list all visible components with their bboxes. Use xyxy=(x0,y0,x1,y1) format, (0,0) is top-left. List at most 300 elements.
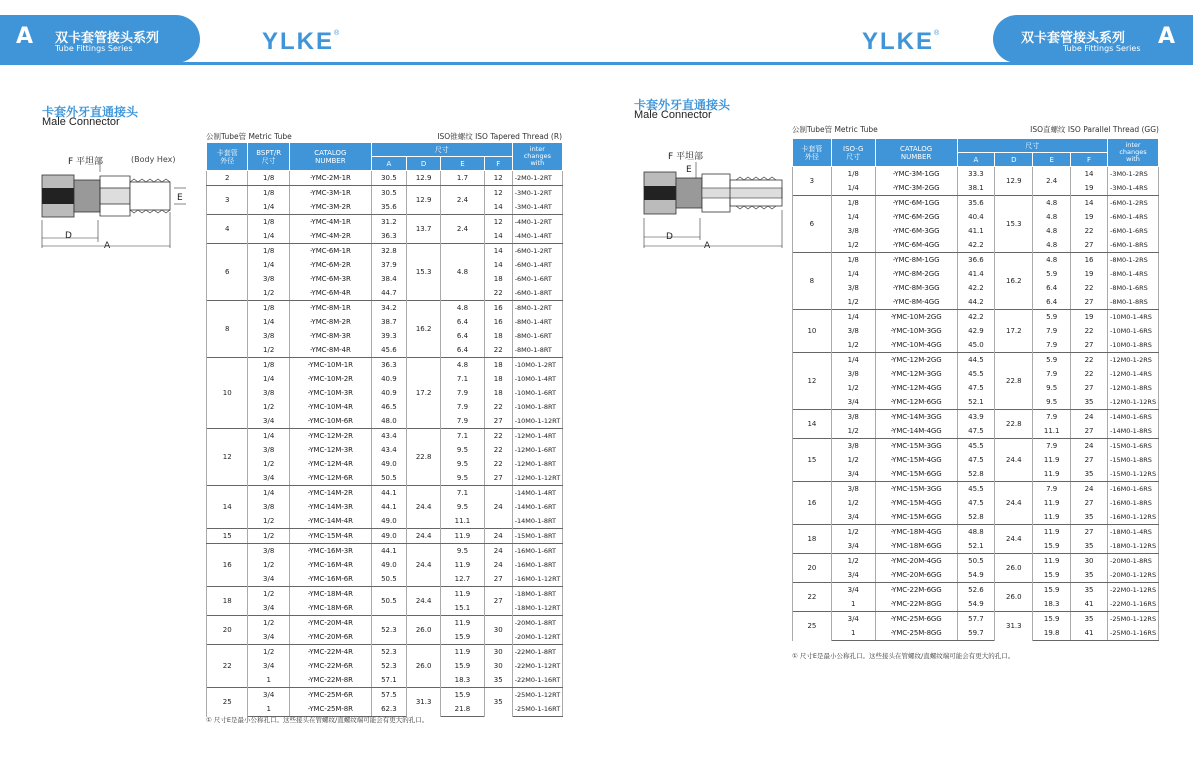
interchange-cell: -22M0-1-8RT xyxy=(512,645,562,660)
dim-f-cell: 24 xyxy=(484,486,512,529)
thread-size-cell: 1/2 xyxy=(248,400,289,414)
dim-a-cell: 49.0 xyxy=(371,514,406,529)
dim-e-cell: 11.9 xyxy=(441,587,485,602)
dim-a-cell: 59.7 xyxy=(957,626,995,641)
thread-size-cell: 3/8 xyxy=(248,500,289,514)
interchange-cell: -20M0-1-8RS xyxy=(1107,554,1158,569)
dim-e-cell: 11.9 xyxy=(1033,496,1071,510)
dim-f-cell: 19 xyxy=(1071,310,1108,325)
dim-e-cell: 9.5 xyxy=(441,471,485,486)
tube-od-cell: 3 xyxy=(793,167,832,196)
interchange-cell: -10M0-1-6RS xyxy=(1107,324,1158,338)
thread-size-cell: 1/8 xyxy=(831,196,875,211)
interchange-cell: -6M0-1-2RT xyxy=(512,244,562,259)
dim-a-cell: 40.9 xyxy=(371,386,406,400)
dim-a-cell: 54.9 xyxy=(957,568,995,583)
table-row xyxy=(793,238,1159,253)
dim-d-cell: 24.4 xyxy=(407,529,441,544)
spec-table-left xyxy=(206,142,563,717)
dim-e-cell: 9.5 xyxy=(1033,395,1071,410)
dim-d-cell: 26.0 xyxy=(995,554,1033,583)
thread-size-cell: 3/8 xyxy=(831,410,875,425)
dim-d-cell: 17.2 xyxy=(995,310,1033,353)
tube-od-cell: 2 xyxy=(207,171,248,186)
dim-a-cell: 38.4 xyxy=(371,272,406,286)
table-row xyxy=(793,568,1159,583)
catalog-number-cell: -YMC-8M-3GG xyxy=(875,281,957,295)
thread-size-cell: 1 xyxy=(831,597,875,612)
interchange-cell: -2M0-1-2RT xyxy=(512,171,562,186)
dim-e-cell: 15.9 xyxy=(441,688,485,703)
size-group xyxy=(793,196,1159,253)
catalog-number-cell: -YMC-10M-6R xyxy=(289,414,371,429)
dim-d-cell: 24.4 xyxy=(407,544,441,587)
catalog-number-cell: -YMC-18M-4R xyxy=(289,587,371,602)
dim-d-cell: 24.4 xyxy=(995,439,1033,482)
tube-od-cell: 18 xyxy=(207,587,248,616)
dim-d-cell: 12.9 xyxy=(407,186,441,215)
dim-e-cell: 4.8 xyxy=(441,358,485,373)
thread-size-cell: 1/2 xyxy=(248,645,289,660)
catalog-number-cell: -YMC-20M-4R xyxy=(289,616,371,631)
interchange-cell: -10M0-1-8RS xyxy=(1107,338,1158,353)
tube-od-cell: 14 xyxy=(207,486,248,529)
thread-size-cell: 1/2 xyxy=(831,238,875,253)
size-group xyxy=(207,244,563,301)
dim-d-label: D xyxy=(666,232,673,242)
table-row xyxy=(793,510,1159,525)
section-title-cn: 卡套外牙直通接头 xyxy=(42,105,139,119)
table-row xyxy=(207,372,563,386)
size-group xyxy=(207,529,563,544)
dim-a-cell: 44.5 xyxy=(957,353,995,368)
thread-size-cell: 1/4 xyxy=(831,210,875,224)
interchange-cell: -8M0-1-2RS xyxy=(1107,253,1158,268)
catalog-number-cell: -YMC-25M-6GG xyxy=(875,612,957,627)
table-row xyxy=(207,400,563,414)
dim-f-cell: 24 xyxy=(1071,482,1108,497)
dim-a-cell: 34.2 xyxy=(371,301,406,316)
dim-e-cell: 11.9 xyxy=(1033,453,1071,467)
table-row xyxy=(793,381,1159,395)
dim-e-cell: 15.1 xyxy=(441,601,485,616)
table-row xyxy=(793,395,1159,410)
catalog-number-cell: -YMC-3M-1GG xyxy=(875,167,957,182)
dim-f-cell: 18 xyxy=(484,372,512,386)
catalog-number-cell: -YMC-12M-4R xyxy=(289,457,371,471)
dim-f-cell: 35 xyxy=(1071,467,1108,482)
interchange-cell: -4M0-1-2RT xyxy=(512,215,562,230)
dim-d-cell: 17.2 xyxy=(407,358,441,429)
dim-e-cell: 4.8 xyxy=(1033,224,1071,238)
interchange-cell: -25M0-1-12RS xyxy=(1107,612,1158,627)
dim-a-cell: 44.1 xyxy=(371,544,406,559)
thread-size-cell: 1/4 xyxy=(831,353,875,368)
thread-size-cell: 3/8 xyxy=(831,224,875,238)
dim-e-cell: 9.5 xyxy=(441,443,485,457)
size-group xyxy=(793,439,1159,482)
interchange-cell: -3M0-1-4RT xyxy=(512,200,562,215)
dim-f-cell: 16 xyxy=(1071,253,1108,268)
dim-a-cell: 45.6 xyxy=(371,343,406,358)
thread-size-cell: 1/4 xyxy=(248,429,289,444)
dim-a-cell: 36.6 xyxy=(957,253,995,268)
dim-a-cell: 33.3 xyxy=(957,167,995,182)
dim-f-cell: 18 xyxy=(484,329,512,343)
dim-f-cell: 35 xyxy=(1071,395,1108,410)
thread-size-cell: 1/8 xyxy=(248,358,289,373)
thread-size-cell: 3/4 xyxy=(248,471,289,486)
table-row xyxy=(793,181,1159,196)
table-caption-right: ISO直螺纹 ISO Parallel Thread (GG) xyxy=(1030,125,1159,134)
table-row xyxy=(793,439,1159,454)
dim-f-cell: 35 xyxy=(484,673,512,688)
table-caption-left: 公制Tube管 Metric Tube xyxy=(206,132,292,141)
dim-e-cell: 7.9 xyxy=(1033,324,1071,338)
dim-f-cell: 27 xyxy=(1071,295,1108,310)
dim-f-cell: 14 xyxy=(1071,196,1108,211)
dim-a-cell: 37.9 xyxy=(371,258,406,272)
interchange-cell: -25M0-1-16RT xyxy=(512,702,562,717)
catalog-number-cell: -YMC-14M-3GG xyxy=(875,410,957,425)
interchange-cell: -8M0-1-6RT xyxy=(512,329,562,343)
dim-f-cell: 14 xyxy=(1071,167,1108,182)
dim-a-cell: 48.8 xyxy=(957,525,995,540)
interchange-cell: -14M0-1-4RT xyxy=(512,486,562,501)
thread-size-cell: 1/2 xyxy=(831,525,875,540)
dim-e-cell: 15.9 xyxy=(441,630,485,645)
dim-e-cell: 1.7 xyxy=(441,171,485,186)
tube-od-cell: 16 xyxy=(207,544,248,587)
interchange-cell: -18M0-1-4RS xyxy=(1107,525,1158,540)
thread-size-cell: 1/2 xyxy=(248,343,289,358)
thread-size-cell: 3/4 xyxy=(248,414,289,429)
thread-size-cell: 3/4 xyxy=(248,630,289,645)
dim-f-cell: 27 xyxy=(484,587,512,616)
thread-size-cell: 1/2 xyxy=(248,529,289,544)
table-row xyxy=(207,258,563,272)
thread-size-cell: 1/4 xyxy=(248,486,289,501)
thread-size-cell: 1/4 xyxy=(248,229,289,244)
tube-od-cell: 20 xyxy=(207,616,248,645)
dim-e-cell: 7.9 xyxy=(441,386,485,400)
dim-e-cell: 6.4 xyxy=(1033,281,1071,295)
interchange-cell: -22M0-1-16RS xyxy=(1107,597,1158,612)
thread-size-cell: 3/4 xyxy=(831,583,875,598)
dim-e-cell: 7.9 xyxy=(1033,367,1071,381)
col-dims: 尺寸 xyxy=(957,139,1107,153)
thread-size-cell: 3/8 xyxy=(831,367,875,381)
interchange-cell: -18M0-1-12RT xyxy=(512,601,562,616)
interchange-cell: -16M0-1-8RS xyxy=(1107,496,1158,510)
size-group xyxy=(793,554,1159,583)
dim-e-cell: 15.9 xyxy=(1033,612,1071,627)
dim-a-cell: 42.9 xyxy=(957,324,995,338)
dim-a-cell: 57.7 xyxy=(957,612,995,627)
dim-f-cell: 24 xyxy=(1071,410,1108,425)
tube-od-cell: 12 xyxy=(793,353,832,410)
tube-od-cell: 8 xyxy=(793,253,832,310)
dim-a-cell: 44.7 xyxy=(371,286,406,301)
table-row xyxy=(793,210,1159,224)
size-group xyxy=(207,215,563,244)
thread-size-cell: 1/2 xyxy=(831,496,875,510)
tube-od-cell: 8 xyxy=(207,301,248,358)
col-thread: ISO-G 尺寸 xyxy=(831,139,875,167)
col-f: F xyxy=(484,157,512,171)
table-row xyxy=(207,229,563,244)
table-row xyxy=(793,626,1159,641)
dim-f-cell: 22 xyxy=(484,457,512,471)
dim-f-cell: 22 xyxy=(1071,224,1108,238)
dim-a-cell: 35.6 xyxy=(957,196,995,211)
dim-f-cell: 27 xyxy=(1071,424,1108,439)
interchange-cell: -6M0-1-6RT xyxy=(512,272,562,286)
dim-e-cell: 4.8 xyxy=(441,244,485,301)
catalog-number-cell: -YMC-6M-2GG xyxy=(875,210,957,224)
dim-e-cell: 7.9 xyxy=(441,414,485,429)
table-row xyxy=(793,353,1159,368)
size-group xyxy=(207,587,563,616)
table-row xyxy=(793,310,1159,325)
dim-f-cell: 30 xyxy=(484,616,512,645)
thread-size-cell: 1/2 xyxy=(831,554,875,569)
size-group xyxy=(207,358,563,429)
thread-size-cell: 3/4 xyxy=(831,539,875,554)
tube-od-cell: 16 xyxy=(793,482,832,525)
table-row xyxy=(793,467,1159,482)
interchange-cell: -10M0-1-12RT xyxy=(512,414,562,429)
table-row xyxy=(793,367,1159,381)
interchange-cell: -8M0-1-6RS xyxy=(1107,281,1158,295)
dim-e-cell: 11.9 xyxy=(441,616,485,631)
dim-f-cell: 35 xyxy=(1071,612,1108,627)
dim-a-cell: 52.3 xyxy=(371,659,406,673)
dim-e-cell: 4.8 xyxy=(1033,210,1071,224)
table-row xyxy=(207,572,563,587)
interchange-cell: -6M0-1-2RS xyxy=(1107,196,1158,211)
dim-e-cell: 7.9 xyxy=(1033,410,1071,425)
col-d: D xyxy=(995,153,1033,167)
catalog-number-cell: -YMC-10M-1R xyxy=(289,358,371,373)
dim-a-label: A xyxy=(104,241,111,251)
col-a: A xyxy=(371,157,406,171)
table-row xyxy=(793,612,1159,627)
catalog-number-cell: -YMC-14M-2R xyxy=(289,486,371,501)
dim-a-cell: 52.3 xyxy=(371,645,406,660)
thread-size-cell: 1/8 xyxy=(831,253,875,268)
catalog-number-cell: -YMC-10M-3R xyxy=(289,386,371,400)
thread-size-cell: 3/4 xyxy=(831,510,875,525)
dim-e-cell: 11.9 xyxy=(441,645,485,660)
col-interchanges: inter changes with xyxy=(512,143,562,171)
size-group xyxy=(207,688,563,717)
table-row xyxy=(793,324,1159,338)
dim-f-cell: 27 xyxy=(484,471,512,486)
interchange-cell: -12M0-1-12RT xyxy=(512,471,562,486)
thread-size-cell: 1/8 xyxy=(248,301,289,316)
dim-a-cell: 42.2 xyxy=(957,238,995,253)
dim-e-cell: 15.9 xyxy=(1033,568,1071,583)
dim-f-cell: 19 xyxy=(1071,181,1108,196)
dim-d-cell: 24.4 xyxy=(995,482,1033,525)
catalog-number-cell: -YMC-20M-4GG xyxy=(875,554,957,569)
thread-size-cell: 1/2 xyxy=(248,286,289,301)
dim-f-cell: 35 xyxy=(1071,539,1108,554)
interchange-cell: -18M0-1-12RS xyxy=(1107,539,1158,554)
dim-a-cell: 52.3 xyxy=(371,616,406,645)
catalog-number-cell: -YMC-12M-3R xyxy=(289,443,371,457)
catalog-number-cell: -YMC-8M-4GG xyxy=(875,295,957,310)
series-title-en: Tube Fittings Series xyxy=(55,44,133,53)
catalog-number-cell: -YMC-3M-2GG xyxy=(875,181,957,196)
dim-e-cell: 9.5 xyxy=(1033,381,1071,395)
thread-size-cell: 1/8 xyxy=(831,167,875,182)
interchange-cell: -22M0-1-12RT xyxy=(512,659,562,673)
dim-e-label: E xyxy=(177,193,183,203)
dim-f-cell: 22 xyxy=(1071,367,1108,381)
table-row xyxy=(793,267,1159,281)
interchange-cell: -12M0-1-6RT xyxy=(512,443,562,457)
dim-e-cell: 11.9 xyxy=(441,558,485,572)
thread-size-cell: 1/4 xyxy=(248,200,289,215)
interchange-cell: -22M0-1-16RT xyxy=(512,673,562,688)
catalog-number-cell: -YMC-12M-3GG xyxy=(875,367,957,381)
thread-size-cell: 1/8 xyxy=(248,171,289,186)
size-group xyxy=(207,301,563,358)
dim-a-cell: 30.5 xyxy=(371,171,406,186)
catalog-number-cell: -YMC-15M-3GG xyxy=(875,482,957,497)
section-title-en: Male Connector xyxy=(634,109,712,121)
catalog-number-cell: -YMC-3M-1R xyxy=(289,186,371,201)
dim-d-cell: 12.9 xyxy=(995,167,1033,196)
catalog-number-cell: -YMC-8M-2GG xyxy=(875,267,957,281)
dim-e-cell: 7.9 xyxy=(441,400,485,414)
table-row xyxy=(207,688,563,703)
dim-a-cell: 45.5 xyxy=(957,439,995,454)
dim-a-cell: 30.5 xyxy=(371,186,406,201)
thread-size-cell: 3/8 xyxy=(248,386,289,400)
dim-e-cell: 9.5 xyxy=(441,544,485,559)
dim-f-cell: 41 xyxy=(1071,626,1108,641)
dim-f-cell: 14 xyxy=(484,258,512,272)
col-a: A xyxy=(957,153,995,167)
col-f: F xyxy=(1071,153,1108,167)
dim-e-cell: 6.4 xyxy=(441,343,485,358)
interchange-cell: -8M0-1-2RT xyxy=(512,301,562,316)
table-row xyxy=(793,482,1159,497)
dim-a-cell: 40.4 xyxy=(957,210,995,224)
interchange-cell: -14M0-1-8RT xyxy=(512,514,562,529)
table-row xyxy=(793,253,1159,268)
table-row xyxy=(207,358,563,373)
thread-size-cell: 3/4 xyxy=(248,572,289,587)
thread-size-cell: 3/4 xyxy=(831,467,875,482)
dim-f-cell: 22 xyxy=(484,443,512,457)
dim-f-cell: 27 xyxy=(1071,525,1108,540)
catalog-number-cell: -YMC-14M-4R xyxy=(289,514,371,529)
catalog-number-cell: -YMC-6M-2R xyxy=(289,258,371,272)
tube-od-cell: 22 xyxy=(793,583,832,612)
dim-a-cell: 57.1 xyxy=(371,673,406,688)
dim-e-cell: 4.8 xyxy=(441,301,485,316)
interchange-cell: -15M0-1-8RT xyxy=(512,529,562,544)
dim-e-cell: 19.8 xyxy=(1033,626,1071,641)
table-row xyxy=(207,329,563,343)
dim-f-cell: 18 xyxy=(484,272,512,286)
dim-d-cell: 16.2 xyxy=(995,253,1033,310)
tube-od-cell: 15 xyxy=(207,529,248,544)
catalog-number-cell: -YMC-12M-2R xyxy=(289,429,371,444)
dim-e-cell: 21.8 xyxy=(441,702,485,717)
catalog-number-cell: -YMC-8M-4R xyxy=(289,343,371,358)
col-e: E xyxy=(441,157,485,171)
interchange-cell: -10M0-1-6RT xyxy=(512,386,562,400)
tube-od-cell: 15 xyxy=(793,439,832,482)
col-dims: 尺寸 xyxy=(371,143,512,157)
dim-a-cell: 54.9 xyxy=(957,597,995,612)
dim-a-cell: 49.0 xyxy=(371,558,406,572)
interchange-cell: -12M0-1-8RS xyxy=(1107,381,1158,395)
dim-a-cell: 44.1 xyxy=(371,486,406,501)
tube-od-cell: 20 xyxy=(793,554,832,583)
catalog-number-cell: -YMC-10M-2R xyxy=(289,372,371,386)
dim-a-cell: 47.5 xyxy=(957,424,995,439)
interchange-cell: -16M0-1-8RT xyxy=(512,558,562,572)
table-caption-right: ISO锥螺纹 ISO Tapered Thread (R) xyxy=(437,132,562,141)
dim-e-cell: 2.4 xyxy=(441,186,485,215)
dim-e-cell: 5.9 xyxy=(1033,267,1071,281)
footnote-right: ① 尺寸E是最小公称孔口。这些接头在管螺纹/直螺纹端可能会有更大的孔口。 xyxy=(792,652,1015,660)
thread-size-cell: 1/4 xyxy=(248,258,289,272)
thread-size-cell: 1/8 xyxy=(248,186,289,201)
table-row xyxy=(207,443,563,457)
table-row xyxy=(207,587,563,602)
thread-size-cell: 3/4 xyxy=(248,659,289,673)
dim-f-cell: 27 xyxy=(1071,381,1108,395)
catalog-number-cell: -YMC-2M-1R xyxy=(289,171,371,186)
catalog-number-cell: -YMC-8M-1R xyxy=(289,301,371,316)
thread-size-cell: 1/2 xyxy=(831,381,875,395)
dim-e-cell: 6.4 xyxy=(1033,295,1071,310)
dim-a-cell: 44.1 xyxy=(371,500,406,514)
size-group xyxy=(793,167,1159,196)
dim-e-cell: 7.9 xyxy=(1033,338,1071,353)
dim-a-cell: 43.4 xyxy=(371,443,406,457)
thread-size-cell: 3/4 xyxy=(831,395,875,410)
table-row xyxy=(793,496,1159,510)
table-row xyxy=(793,410,1159,425)
brand-logo-left: YLKE® xyxy=(262,28,340,55)
flat-label: F 平坦部 xyxy=(668,152,704,162)
dim-f-cell: 22 xyxy=(484,343,512,358)
series-title-en: Tube Fittings Series xyxy=(1063,44,1141,53)
dim-e-cell: 11.9 xyxy=(1033,554,1071,569)
interchange-cell: -12M0-1-4RT xyxy=(512,429,562,444)
size-group xyxy=(793,353,1159,410)
thread-size-cell: 3/8 xyxy=(831,482,875,497)
series-letter: A xyxy=(16,24,34,49)
catalog-number-cell: -YMC-3M-2R xyxy=(289,200,371,215)
interchange-cell: -15M0-1-12RS xyxy=(1107,467,1158,482)
catalog-number-cell: -YMC-16M-3R xyxy=(289,544,371,559)
catalog-number-cell: -YMC-16M-6R xyxy=(289,572,371,587)
interchange-cell: -10M0-1-4RT xyxy=(512,372,562,386)
dim-f-cell: 35 xyxy=(1071,510,1108,525)
dim-a-cell: 50.5 xyxy=(371,572,406,587)
catalog-number-cell: -YMC-14M-4GG xyxy=(875,424,957,439)
tube-od-cell: 3 xyxy=(207,186,248,215)
